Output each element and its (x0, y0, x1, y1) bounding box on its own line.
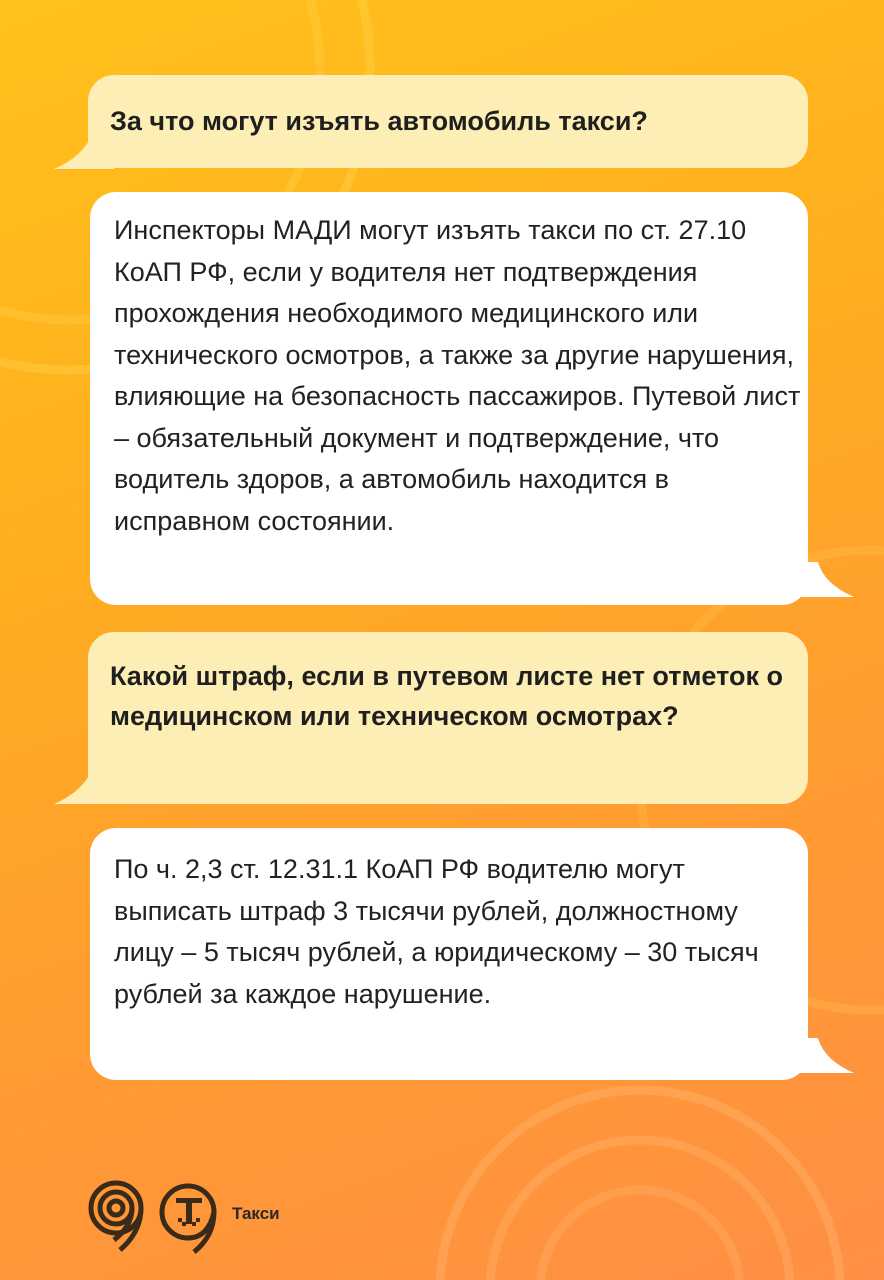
bubble-tail-left (54, 135, 114, 185)
taxi-t-logo-icon (158, 1182, 220, 1254)
bubble-tail-left (54, 770, 114, 810)
taxi-label: Такси (232, 1204, 280, 1223)
footer-logos (84, 1180, 384, 1256)
question-text-1: За что могут изъять автомобиль такси? (110, 106, 648, 136)
answer-text-2: По ч. 2,3 ст. 12.31.1 КоАП РФ водителю могут выписать штраф 3 тысячи рублей, должностному лицу – 5 тысяч рублей, а юридическому – 30 тысяч рублей за каждое нарушение. (114, 854, 759, 1009)
answer-bubble-2 (90, 828, 808, 1080)
answer-bubble-1 (90, 192, 808, 605)
answer-text-1: Инспекторы МАДИ могут изъять такси по ст. 27.10 КоАП РФ, если у водителя нет подтверждения прохождения необходимого медицинского или технического осмотров, а также за другие нарушения, влияющие на безопасность пассажиров. Путевой лист – обязательный документ и подтверждение, что водитель здоров, а автомобиль находится в исправном состоянии. (114, 215, 801, 536)
question-text-2: Какой штраф, если в путевом листе нет отметок о медицинском или техническом осмотрах? (110, 661, 783, 731)
bubble-tail-right (784, 1038, 854, 1078)
bubble-tail-right (784, 562, 854, 602)
moscow-nine-logo-icon (84, 1180, 148, 1252)
question-bubble-2 (88, 632, 808, 804)
question-bubble-1 (88, 75, 808, 168)
